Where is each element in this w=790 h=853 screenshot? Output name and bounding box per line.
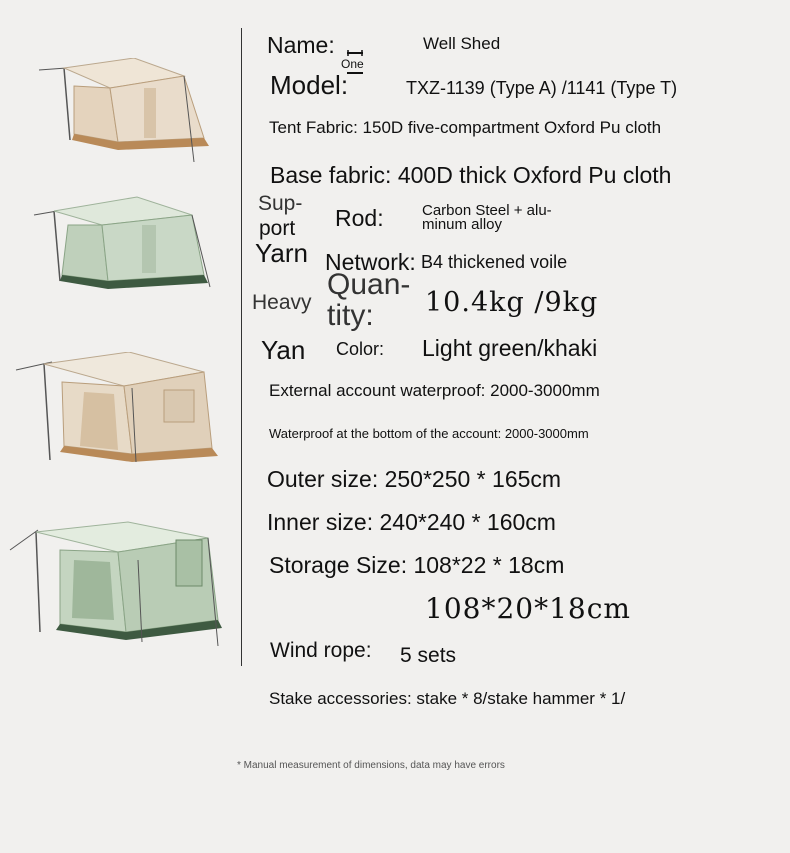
network-label: Network: bbox=[325, 249, 416, 275]
color-label: Color: bbox=[336, 339, 385, 359]
vertical-divider bbox=[241, 28, 242, 666]
model-value: TXZ-1139 (Type A) /1141 (Type T) bbox=[406, 78, 678, 98]
outer-size-text: Outer size: 250*250 * 165cm bbox=[267, 466, 562, 492]
rod-value-line2: minum alloy bbox=[422, 216, 503, 233]
name-value: Well Shed bbox=[423, 34, 501, 53]
inner-size-text: Inner size: 240*240 * 160cm bbox=[267, 509, 556, 535]
storage-size-alt-text: 108*20*18cm bbox=[425, 592, 631, 625]
storage-size-text: Storage Size: 108*22 * 18cm bbox=[269, 552, 565, 578]
bottom-waterproof-text: Waterproof at the bottom of the account: 2000-3000mm bbox=[269, 426, 589, 441]
support-label-line2: port bbox=[259, 217, 296, 240]
quantity-label-line1: Quan- bbox=[327, 268, 411, 301]
quantity-value: 10.4kg /9kg bbox=[425, 287, 599, 318]
base-fabric-text: Base fabric: 400D thick Oxford Pu cloth bbox=[270, 162, 672, 188]
tent-khaki-side-view bbox=[34, 58, 210, 166]
tent-khaki-front-view bbox=[14, 352, 224, 464]
yan-label: Yan bbox=[261, 335, 306, 365]
name-label: Name: bbox=[267, 32, 335, 58]
support-label-line1: Sup- bbox=[258, 192, 303, 215]
yarn-label: Yarn bbox=[255, 238, 308, 268]
rod-value-line1: Carbon Steel + alu- bbox=[422, 202, 552, 219]
footnote: * Manual measurement of dimensions, data may have errors bbox=[237, 760, 505, 771]
quantity-label-line2: tity: bbox=[327, 299, 374, 332]
network-value: B4 thickened voile bbox=[421, 252, 568, 272]
name-one-label: One bbox=[341, 57, 364, 71]
color-value: Light green/khaki bbox=[422, 335, 598, 361]
model-label: Model: bbox=[270, 70, 349, 100]
heavy-label: Heavy bbox=[252, 291, 312, 314]
stake-accessories-text: Stake accessories: stake * 8/stake hammer * 1/ bbox=[269, 689, 626, 708]
rod-label: Rod: bbox=[335, 205, 384, 231]
tent-green-side-view bbox=[32, 195, 212, 295]
wind-rope-value: 5 sets bbox=[400, 644, 457, 667]
external-waterproof-text: External account waterproof: 2000-3000mm bbox=[269, 381, 600, 400]
tent-fabric-text: Tent Fabric: 150D five-compartment Oxford Pu cloth bbox=[269, 118, 662, 137]
tent-green-front-view bbox=[8, 520, 228, 648]
wind-rope-label: Wind rope: bbox=[270, 639, 372, 662]
